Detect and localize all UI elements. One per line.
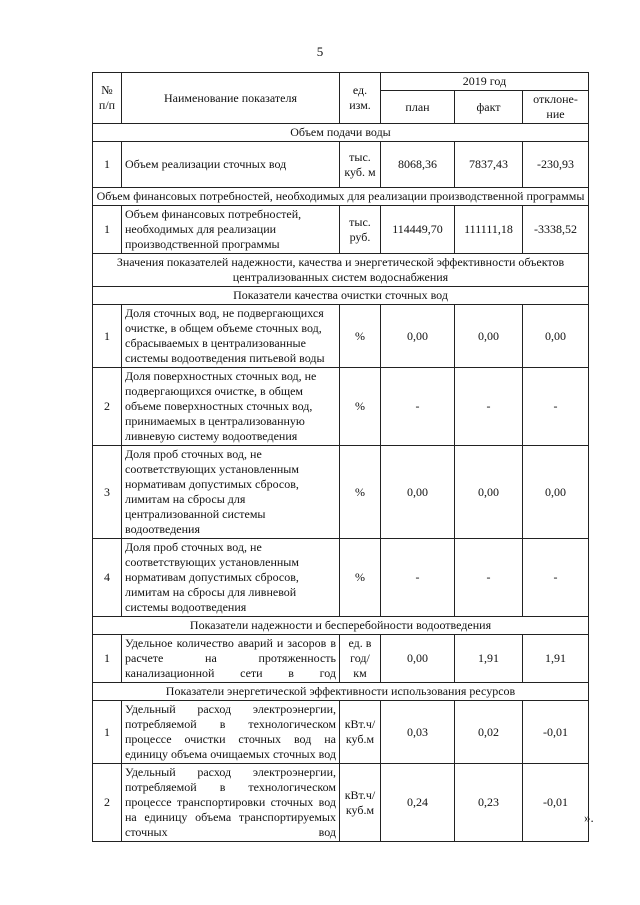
row-fact: 0,00 — [455, 305, 523, 368]
header-year: 2019 год — [381, 73, 589, 91]
row-name: Объем финансовых потребностей, необходимых для реализации производственной программы — [122, 206, 340, 254]
row-plan: 0,24 — [381, 764, 455, 842]
row-unit: тыс. куб. м — [340, 142, 381, 188]
row-num: 1 — [93, 635, 122, 683]
row-fact: 0,00 — [455, 446, 523, 539]
row-fact: - — [455, 368, 523, 446]
section-title-row — [93, 124, 589, 142]
section-title-row — [93, 617, 589, 635]
header-unit: ед. изм. — [340, 73, 381, 124]
row-fact: 0,02 — [455, 701, 523, 764]
row-unit: % — [340, 305, 381, 368]
row-fact: 111111,18 — [455, 206, 523, 254]
section-title-row — [93, 287, 589, 305]
section-title: Показатели качества очистки сточных вод — [93, 287, 589, 305]
row-name: Доля проб сточных вод, не соответствующих установленным нормативам допустимых сбросов, лимитам на сбросы для ливневой системы водоотведения — [122, 539, 340, 617]
table-row — [93, 142, 589, 188]
section-title-row — [93, 683, 589, 701]
row-plan: 114449,70 — [381, 206, 455, 254]
row-dev: 1,91 — [523, 635, 589, 683]
header-name: Наименование показателя — [122, 73, 340, 124]
section-title-row — [93, 254, 589, 287]
page-number: 5 — [316, 44, 324, 59]
table-row — [93, 701, 589, 764]
row-unit: % — [340, 368, 381, 446]
row-plan: 0,03 — [381, 701, 455, 764]
row-name: Удельный расход электроэнергии, потребляемой в технологическом процессе очистки сточных вод на единицу объема очищаемых сточных вод — [122, 701, 340, 764]
row-plan: 0,00 — [381, 446, 455, 539]
row-num: 3 — [93, 446, 122, 539]
row-name: Доля проб сточных вод, не соответствующих установленным нормативам допустимых сбросов, лимитам на сбросы для централизованной системы водоотведения — [122, 446, 340, 539]
row-dev: -0,01 — [523, 701, 589, 764]
indicators-table — [92, 72, 589, 842]
row-dev: 0,00 — [523, 446, 589, 539]
row-unit: ед. в год/ км — [340, 635, 381, 683]
section-title: Значения показателей надежности, качества и энергетической эффективности объектов централизованных систем водоснабжения — [93, 254, 589, 287]
row-unit: кВт.ч/ куб.м — [340, 764, 381, 842]
row-dev: - — [523, 539, 589, 617]
row-dev: - — [523, 368, 589, 446]
row-num: 1 — [93, 305, 122, 368]
section-title: Показатели энергетической эффективности использования ресурсов — [93, 683, 589, 701]
row-fact: 1,91 — [455, 635, 523, 683]
row-dev: 0,00 — [523, 305, 589, 368]
header-num: № п/п — [93, 73, 122, 124]
row-name: Доля сточных вод, не подвергающихся очистке, в общем объеме сточных вод, сбрасываемых в централизованные системы водоотведения питьевой воды — [122, 305, 340, 368]
table-row — [93, 635, 589, 683]
table-row — [93, 368, 589, 446]
row-name: Доля поверхностных сточных вод, не подвергающихся очистке, в общем объеме поверхностных сточных вод, принимаемых в централизованную ливневую систему водоотведения — [122, 368, 340, 446]
table-row — [93, 446, 589, 539]
header-plan: план — [381, 91, 455, 124]
row-plan: 0,00 — [381, 635, 455, 683]
row-name: Объем реализации сточных вод — [122, 142, 340, 188]
row-unit: кВт.ч/ куб.м — [340, 701, 381, 764]
section-title: Показатели надежности и бесперебойности водоотведения — [93, 617, 589, 635]
section-title: Объем финансовых потребностей, необходимых для реализации производственной программы — [93, 188, 589, 206]
table-row — [93, 764, 589, 842]
row-fact: 7837,43 — [455, 142, 523, 188]
row-name: Удельный расход электроэнергии, потребляемой в технологическом процессе транспортировки сточных вод на единицу объема транспортируемых сточных вод — [122, 764, 340, 842]
table-row — [93, 206, 589, 254]
row-num: 4 — [93, 539, 122, 617]
row-num: 2 — [93, 764, 122, 842]
header-row-1 — [93, 73, 589, 91]
table-row — [93, 539, 589, 617]
row-dev: -3338,52 — [523, 206, 589, 254]
row-plan: - — [381, 368, 455, 446]
row-unit: % — [340, 446, 381, 539]
section-title-row — [93, 188, 589, 206]
row-unit: тыс. руб. — [340, 206, 381, 254]
header-dev: отклоне-ние — [523, 91, 589, 124]
row-fact: - — [455, 539, 523, 617]
table-row — [93, 305, 589, 368]
row-plan: 0,00 — [381, 305, 455, 368]
section-title: Объем подачи воды — [93, 124, 589, 142]
row-fact: 0,23 — [455, 764, 523, 842]
header-fact: факт — [455, 91, 523, 124]
closing-mark: ». — [584, 810, 594, 825]
row-dev: -0,01 — [523, 764, 589, 842]
row-num: 1 — [93, 142, 122, 188]
row-unit: % — [340, 539, 381, 617]
row-dev: -230,93 — [523, 142, 589, 188]
row-plan: - — [381, 539, 455, 617]
row-num: 1 — [93, 701, 122, 764]
row-name: Удельное количество аварий и засоров в расчете на протяженность канализационной сети в год — [122, 635, 340, 683]
row-num: 2 — [93, 368, 122, 446]
row-num: 1 — [93, 206, 122, 254]
row-plan: 8068,36 — [381, 142, 455, 188]
